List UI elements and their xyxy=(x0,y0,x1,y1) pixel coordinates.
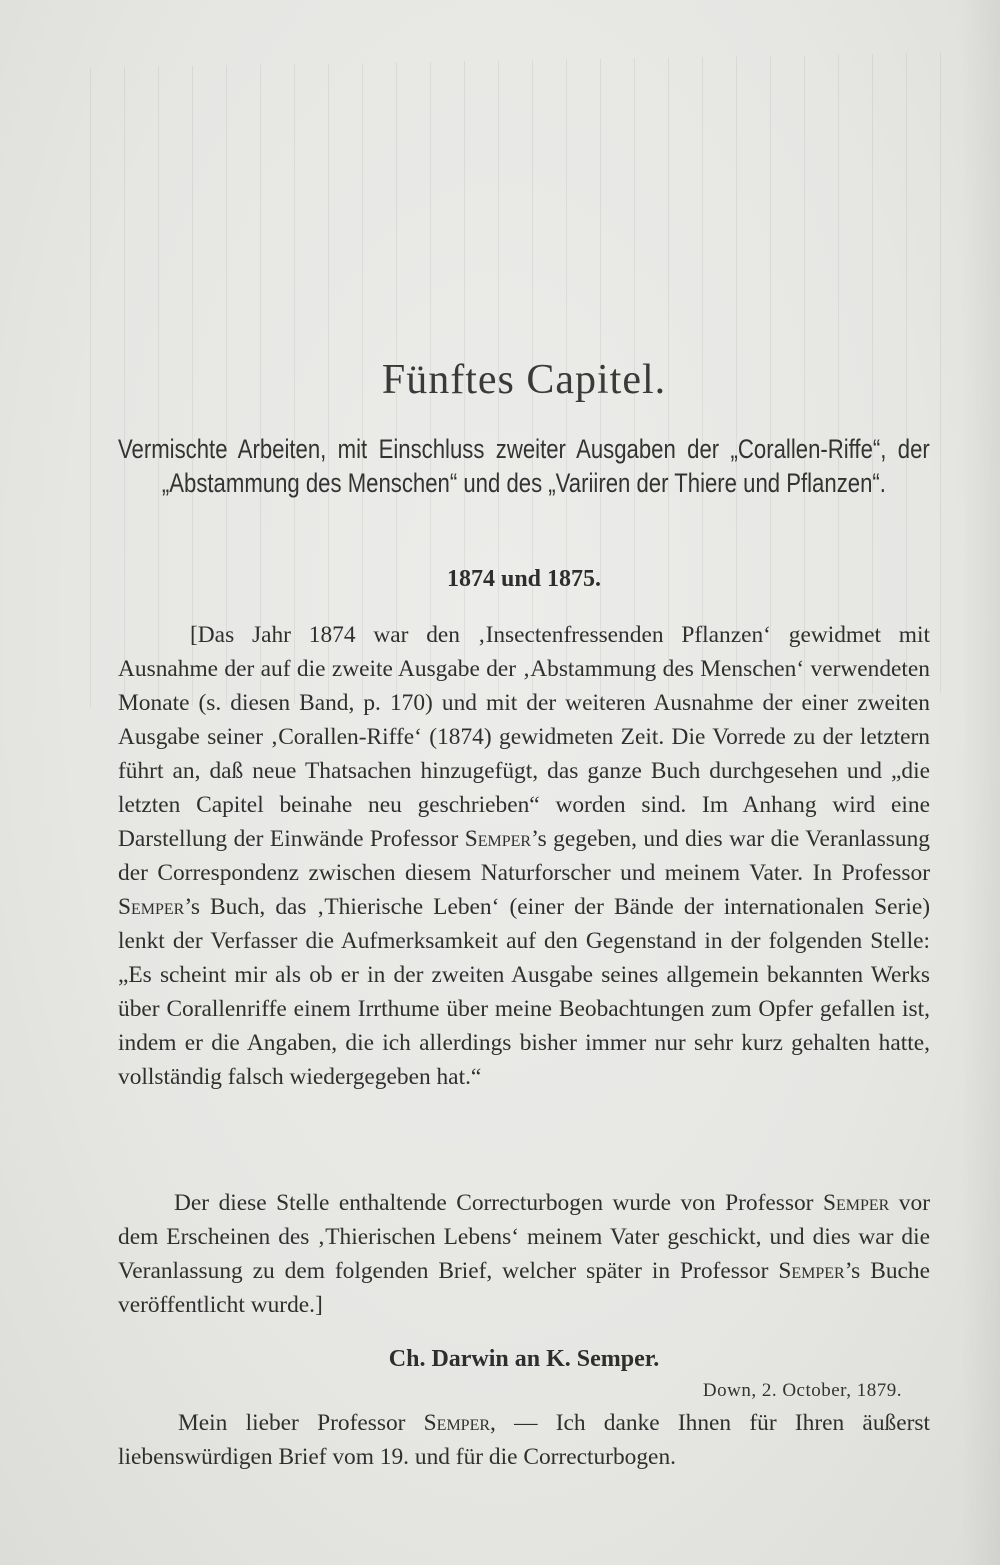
letter-heading: Ch. Darwin an K. Semper. xyxy=(388,1346,660,1372)
paragraph-correcturbogen-text-3: ’s Buche veröffentlicht wurde.] xyxy=(118,1258,930,1318)
page-edge-shadow xyxy=(960,0,1000,1565)
letter-body xyxy=(118,1406,930,1474)
person-name-semper: Semper xyxy=(423,1410,491,1436)
paragraph-correcturbogen-text-1: Der diese Stelle enthaltende Correcturbogen wurde von Professor xyxy=(174,1190,823,1216)
paragraph-correcturbogen xyxy=(118,1186,930,1322)
section-years-heading: 1874 und 1875. xyxy=(446,566,602,592)
person-name-semper: Semper xyxy=(778,1258,845,1284)
paragraph-intro-text-2: ’s gegeben, und dies war die Veranlassung der Correspondenz zwischen diesem Naturforscher und meinem Vater. In Professor xyxy=(118,826,930,886)
person-name-semper: Semper xyxy=(822,1190,890,1216)
chapter-subtitle: Vermischte Arbeiten, mit Einschluss zweiter Ausgaben der „Corallen-Riffe“, der „Abstammung des Menschen“ und des „Variiren der Thiere und Pflanzen“. xyxy=(118,434,930,498)
letter-body-text-1: Mein lieber Professor xyxy=(178,1410,424,1436)
paragraph-correcturbogen-text-2: vor dem Erscheinen des ‚Thierischen Lebens‘ meinem Vater geschickt, und dies war die Veranlassung zu dem folgenden Brief, welcher später in Professor xyxy=(118,1190,930,1284)
letter-body-text-2: , — Ich danke Ihnen für Ihren äußerst liebenswürdigen Brief vom 19. und für die Correcturbogen. xyxy=(118,1410,930,1470)
paragraph-intro-text-1: [Das Jahr 1874 war den ‚Insectenfressenden Pflanzen‘ gewidmet mit Ausnahme der auf die zweite Ausgabe der ‚Abstammung des Menschen‘ verwendeten Monate (s. diesen Band, p. 170) und mit der weiteren Ausnahme der einer zweiten Ausgabe seiner ‚Corallen-Riffe‘ (1874) gewidmeten Zeit. Die Vorrede zu der letztern führt an, daß neue Thatsachen hinzugefügt, das ganze Buch durchgesehen und „die letzten Capitel beinahe neu geschrieben“ worden sind. Im Anhang wird eine Darstellung der Einwände Professor xyxy=(118,622,930,852)
paragraph-intro xyxy=(118,618,930,1094)
person-name-semper: Semper xyxy=(118,894,185,920)
person-name-semper: Semper xyxy=(464,826,532,852)
paragraph-intro-text-3: ’s Buch, das ‚Thierische Leben‘ (einer der Bände der internationalen Serie) lenkt der Verfasser die Aufmerksamkeit auf den Gegenstand in der folgenden Stelle: „Es scheint mir als ob er in der zweiten Ausgabe seines allgemein bekannten Werks über Corallenriffe einem Irrthume über meine Beobachtungen zum Opfer gefallen ist, indem er die Angaben, die ich allerdings bisher immer nur sehr kurz gehalten hatte, vollständig falsch wiedergegeben hat.“ xyxy=(118,894,930,1090)
letter-dateline: Down, 2. October, 1879. xyxy=(702,1380,902,1401)
chapter-title: Fünftes Capitel. xyxy=(381,357,667,403)
